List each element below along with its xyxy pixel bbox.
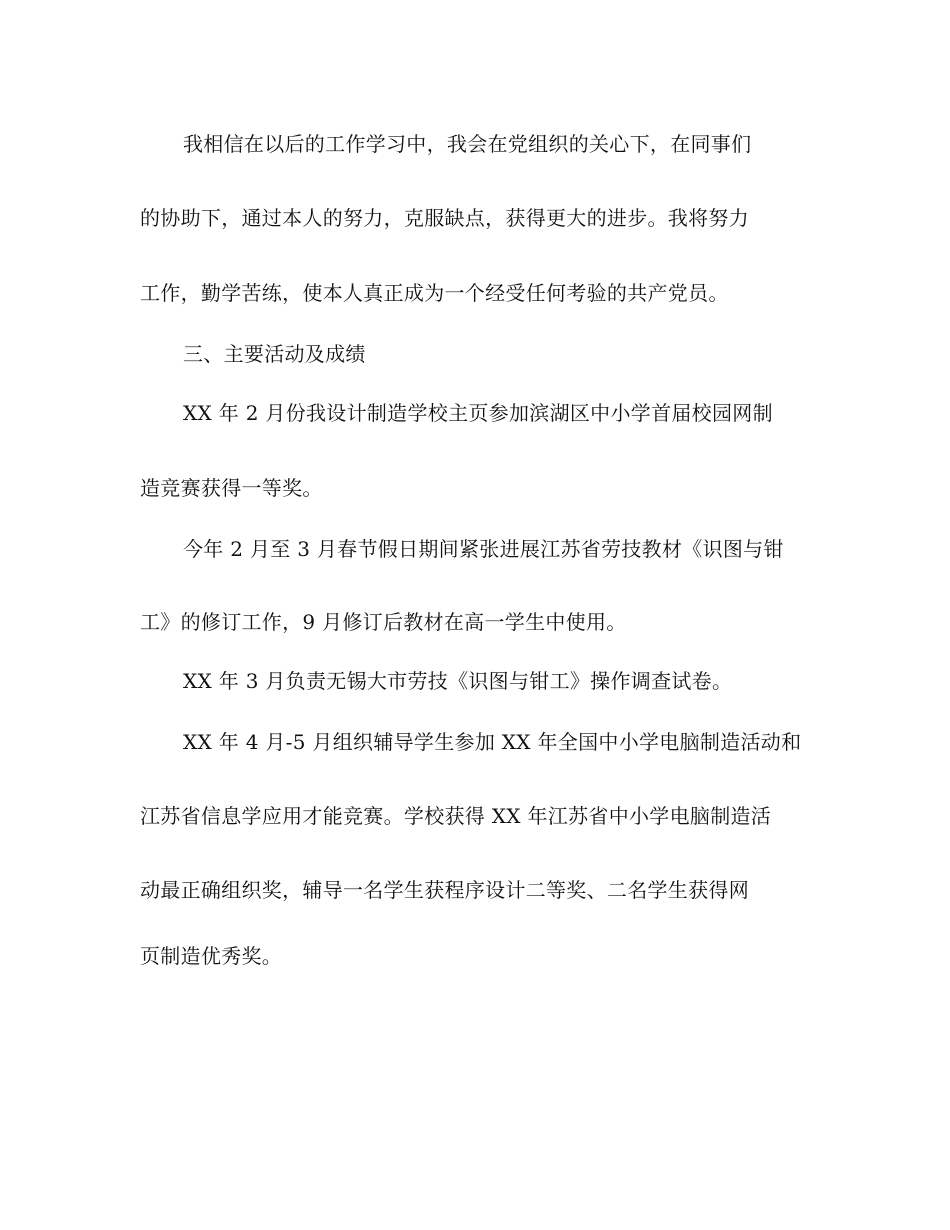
paragraph-line: 今年 2 月至 3 月春节假日期间紧张进展江苏省劳技教材《识图与钳 [183, 537, 784, 561]
paragraph-line: XX 年 4 月-5 月组织辅导学生参加 XX 年全国中小学电脑制造活动和 [183, 730, 802, 754]
paragraph-line: 动最正确组织奖，辅导一名学生获程序设计二等奖、二名学生获得网 [140, 878, 749, 902]
section-heading: 三、主要活动及成绩 [183, 342, 366, 366]
paragraph-line: 工》的修订工作，9 月修订后教材在高一学生中使用。 [140, 610, 627, 634]
paragraph-line: 工作，勤学苦练，使本人真正成为一个经受任何考验的共产党员。 [140, 281, 729, 305]
paragraph-line: 造竞赛获得一等奖。 [140, 476, 323, 500]
paragraph-line: XX 年 2 月份我设计制造学校主页参加滨湖区中小学首届校园网制 [183, 401, 773, 425]
paragraph-line: XX 年 3 月负责无锡大市劳技《识图与钳工》操作调查试卷。 [183, 669, 733, 693]
paragraph-line: 页制造优秀奖。 [140, 944, 283, 968]
paragraph-line: 的协助下，通过本人的努力，克服缺点，获得更大的进步。我将努力 [140, 206, 749, 230]
paragraph-line: 江苏省信息学应用才能竞赛。学校获得 XX 年江苏省中小学电脑制造活 [140, 804, 772, 828]
paragraph-line: 我相信在以后的工作学习中，我会在党组织的关心下，在同事们 [183, 132, 752, 156]
